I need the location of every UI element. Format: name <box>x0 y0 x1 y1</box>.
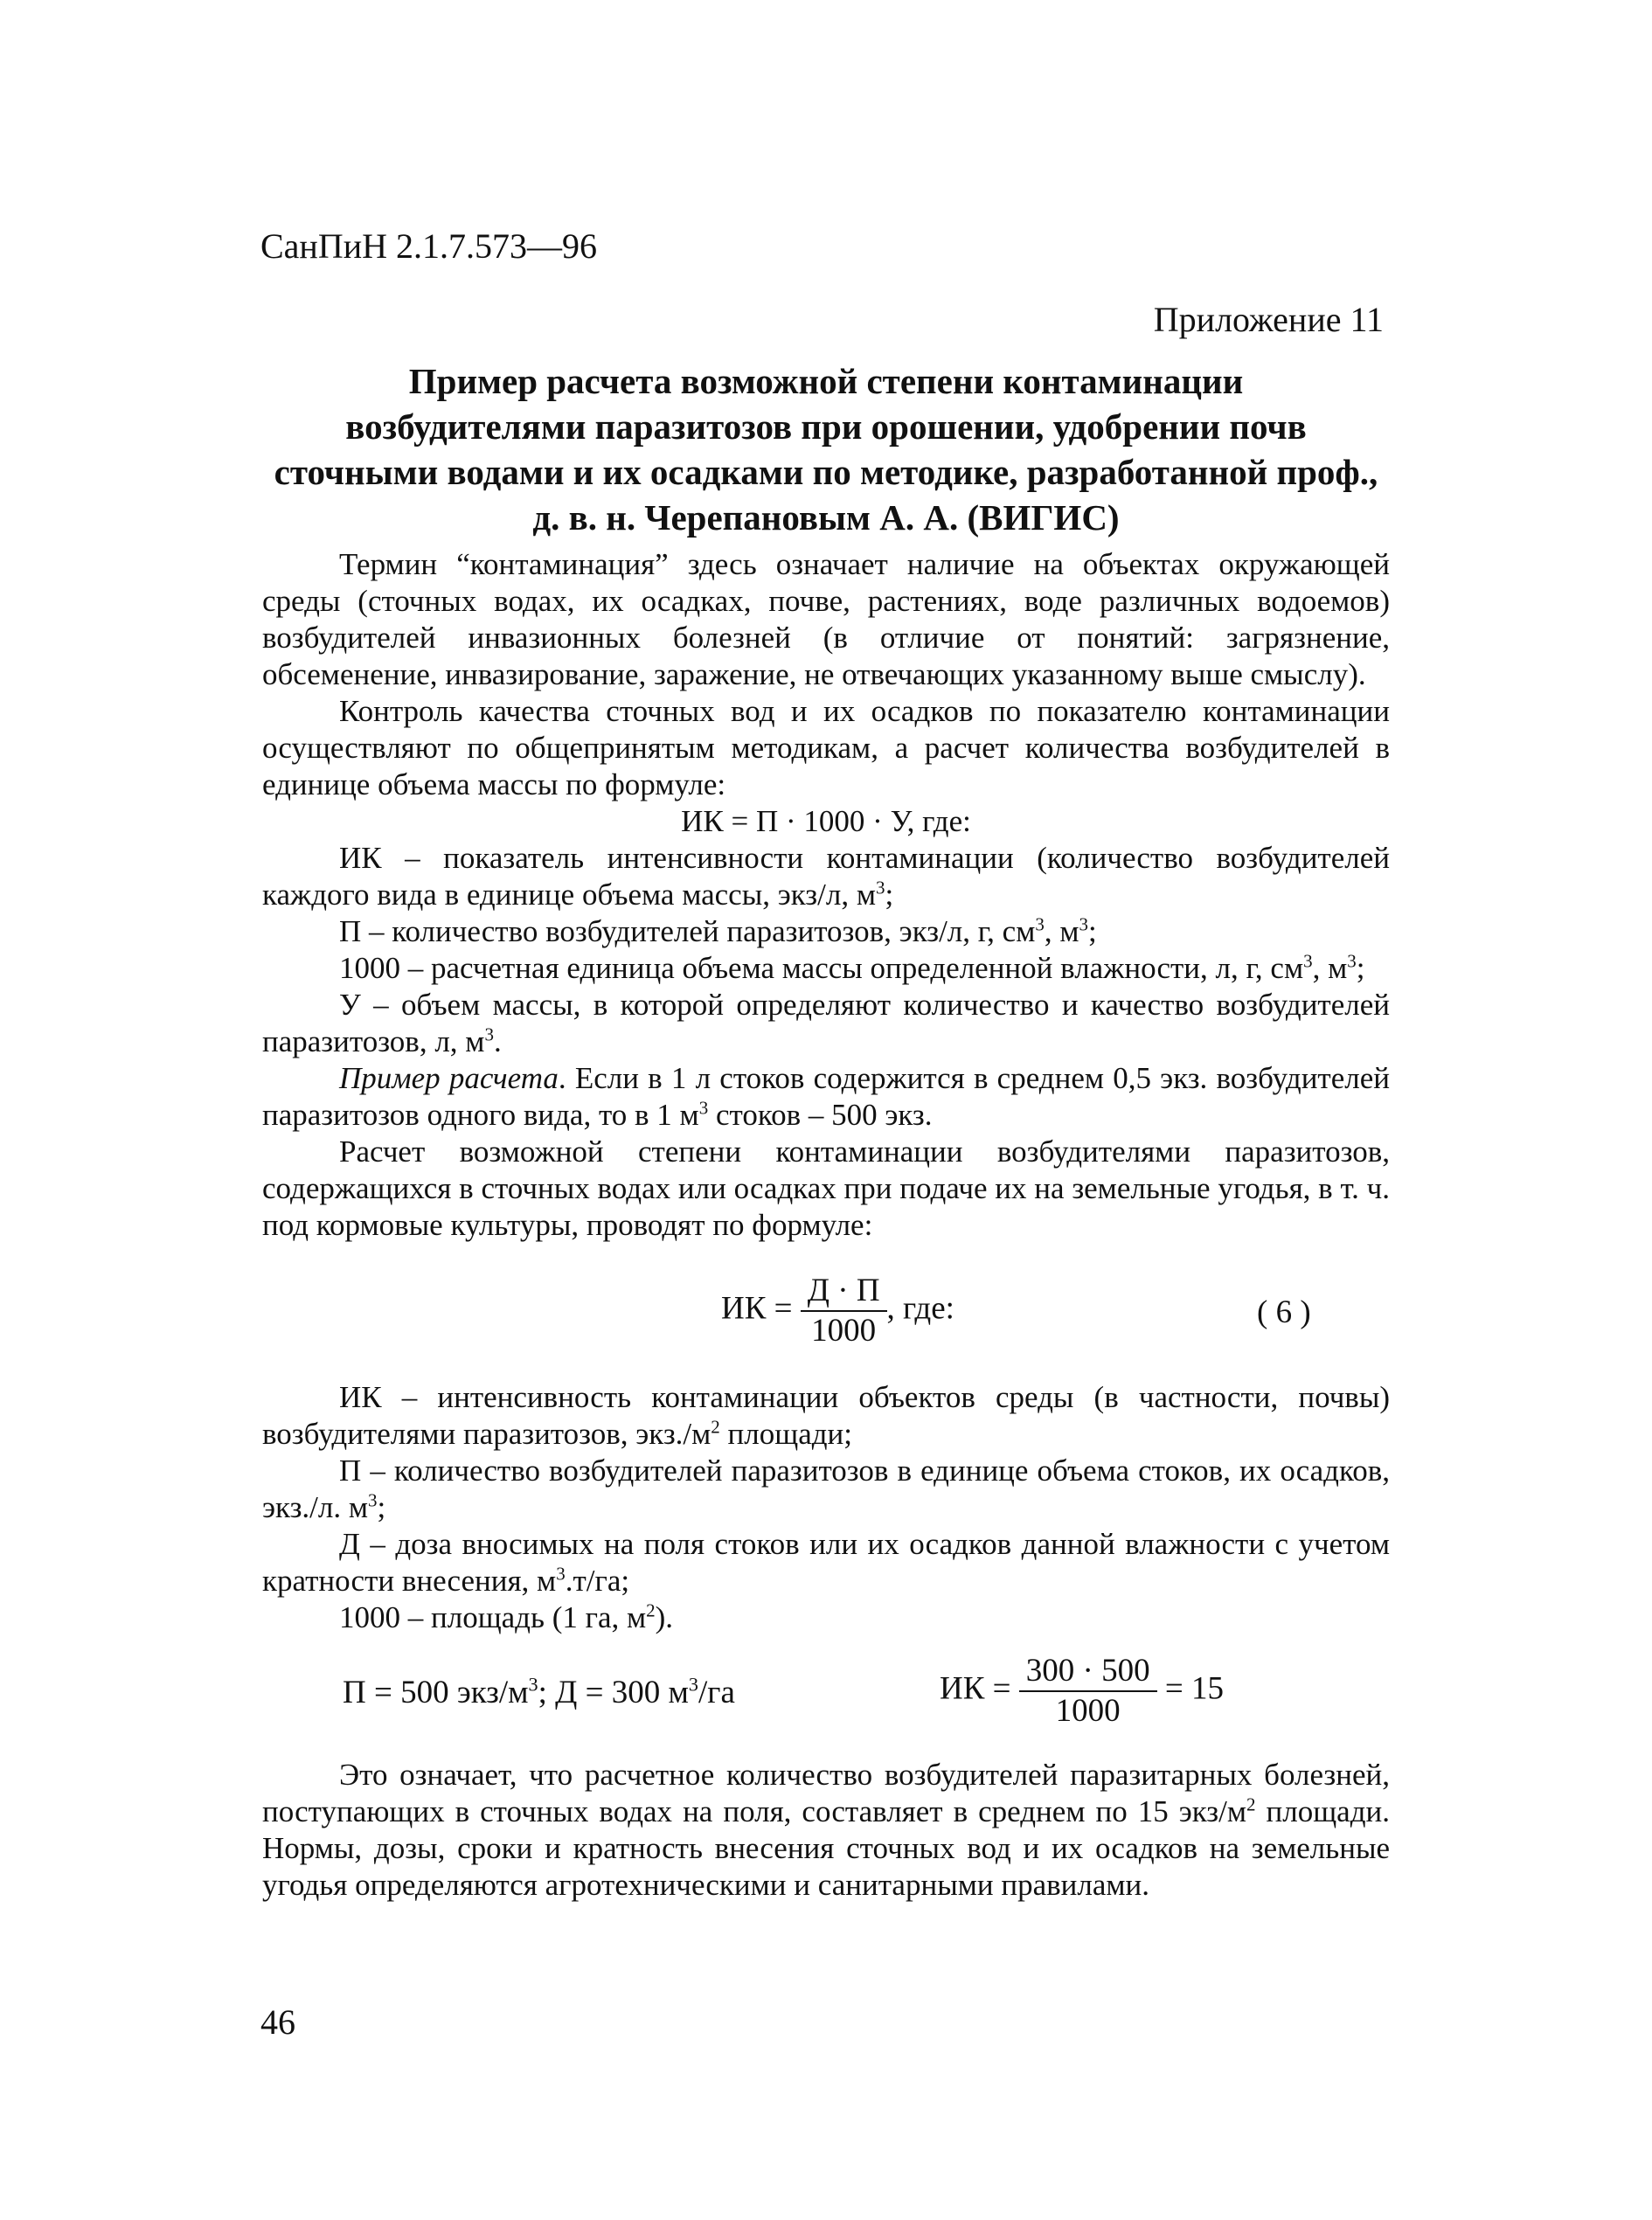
formula-6-number: ( 6 ) <box>1257 1294 1311 1330</box>
definition-1000-1: 1000 – расчетная единица объема массы определенной влажности, л, г, $см^3$, $м^3$; <box>339 950 1365 985</box>
body-block-2 <box>262 1379 1390 1636</box>
example-lhs: ИК = <box>940 1670 1011 1707</box>
paragraph-example: Пример расчета. Если в 1 л стоков содержится в среднем 0,5 экз. возбудителей паразитозов одного вида, то в 1 $м^3$ стоков – 500 экз. <box>262 1061 1390 1132</box>
example-numerator: 300 · 500 <box>1019 1652 1157 1692</box>
body-block-3 <box>262 1757 1390 1904</box>
body-block-1 <box>262 546 1390 1244</box>
formula-6-lhs: ИК = <box>721 1290 793 1327</box>
formula-6-denominator: 1000 <box>811 1313 877 1349</box>
paragraph-conclusion: Это означает, что расчетное количество возбудителей паразитарных болезней, поступающих в сточных водах на поля, составляет в среднем по 15 экз/$м^2$ площади. Нормы, дозы, сроки и кратность внесения сточных вод и их осадков на земельные угодья определяются агротехническими и санитарными правилами. <box>262 1758 1390 1902</box>
title-line-3: сточными водами и их осадками по методике, разработанной проф., <box>274 452 1378 492</box>
document-code: СанПиН 2.1.7.573—96 <box>260 226 598 266</box>
title-line-2: возбудителями паразитозов при орошении, удобрении почв <box>345 406 1307 447</box>
definition-ik-1: ИК – показатель интенсивности контаминации (количество возбудителей каждого вида в единице объема массы, экз/л, $м^3$; <box>262 841 1390 912</box>
formula-6 <box>262 1272 1390 1368</box>
definition-u: У – объем массы, в которой определяют количество и качество возбудителей паразитозов, л, $м^3$. <box>262 988 1390 1058</box>
example-fraction <box>1019 1652 1157 1731</box>
example-result: = 15 <box>1164 1670 1224 1707</box>
definition-1000-2: 1000 – площадь (1 га, $м^2$). <box>339 1599 674 1634</box>
example-given-values: П = 500 экз/$м^3$; Д = 300 $м^3/га$ <box>343 1673 735 1710</box>
definition-ik-2: ИК – интенсивность контаминации объектов среды (в частности, почвы) возбудителями паразитозов, $экз./м^2$ площади; <box>262 1380 1390 1451</box>
formula-6-suffix: , где: <box>886 1290 954 1327</box>
definition-p-2: П – количество возбудителей паразитозов в единице объема стоков, их осадков, экз./л. $м^3$; <box>262 1453 1390 1524</box>
section-title <box>262 358 1390 540</box>
definition-d: Д – доза вносимых на поля стоков или их осадков данной влажности с учетом кратности внесения, $м^3.т/га$; <box>262 1527 1390 1598</box>
formula-1: ИК = П · 1000 · У, где: <box>681 804 971 838</box>
example-label: Пример расчета <box>339 1061 559 1095</box>
title-line-1: Пример расчета возможной степени контаминации <box>408 361 1244 401</box>
formula-6-numerator: Д · П <box>801 1272 887 1312</box>
formula-6-fraction <box>801 1272 887 1350</box>
paragraph-term: Термин “контаминация” здесь означает наличие на объектах окружающей среды (сточных водах, их осадках, почве, растениях, воде различных водоемов) возбудителей инвазионных болезней (в отличие от понятий: загрязнение, обсеменение, инвазирование, заражение, не отвечающих указанному выше смыслу). <box>262 547 1390 691</box>
definition-p-1: П – количество возбудителей паразитозов, экз/л, г, $см^3$, $м^3$; <box>339 913 1097 948</box>
appendix-label: Приложение 11 <box>1153 300 1384 339</box>
paragraph-control: Контроль качества сточных вод и их осадков по показателю контаминации осуществляют по общепринятым методикам, а расчет количества возбудителей в единице объема массы по формуле: <box>262 694 1390 801</box>
page-number: 46 <box>260 2002 295 2042</box>
example-calculation <box>262 1652 1390 1748</box>
example-denominator: 1000 <box>1055 1693 1121 1729</box>
title-line-4: д. в. н. Черепановым А. А. (ВИГИС) <box>532 497 1120 538</box>
paragraph-calculation: Расчет возможной степени контаминации возбудителями паразитозов, содержащихся в сточных водах или осадках при подаче их на земельные угодья, в т. ч. под кормовые культуры, проводят по формуле: <box>262 1134 1390 1242</box>
